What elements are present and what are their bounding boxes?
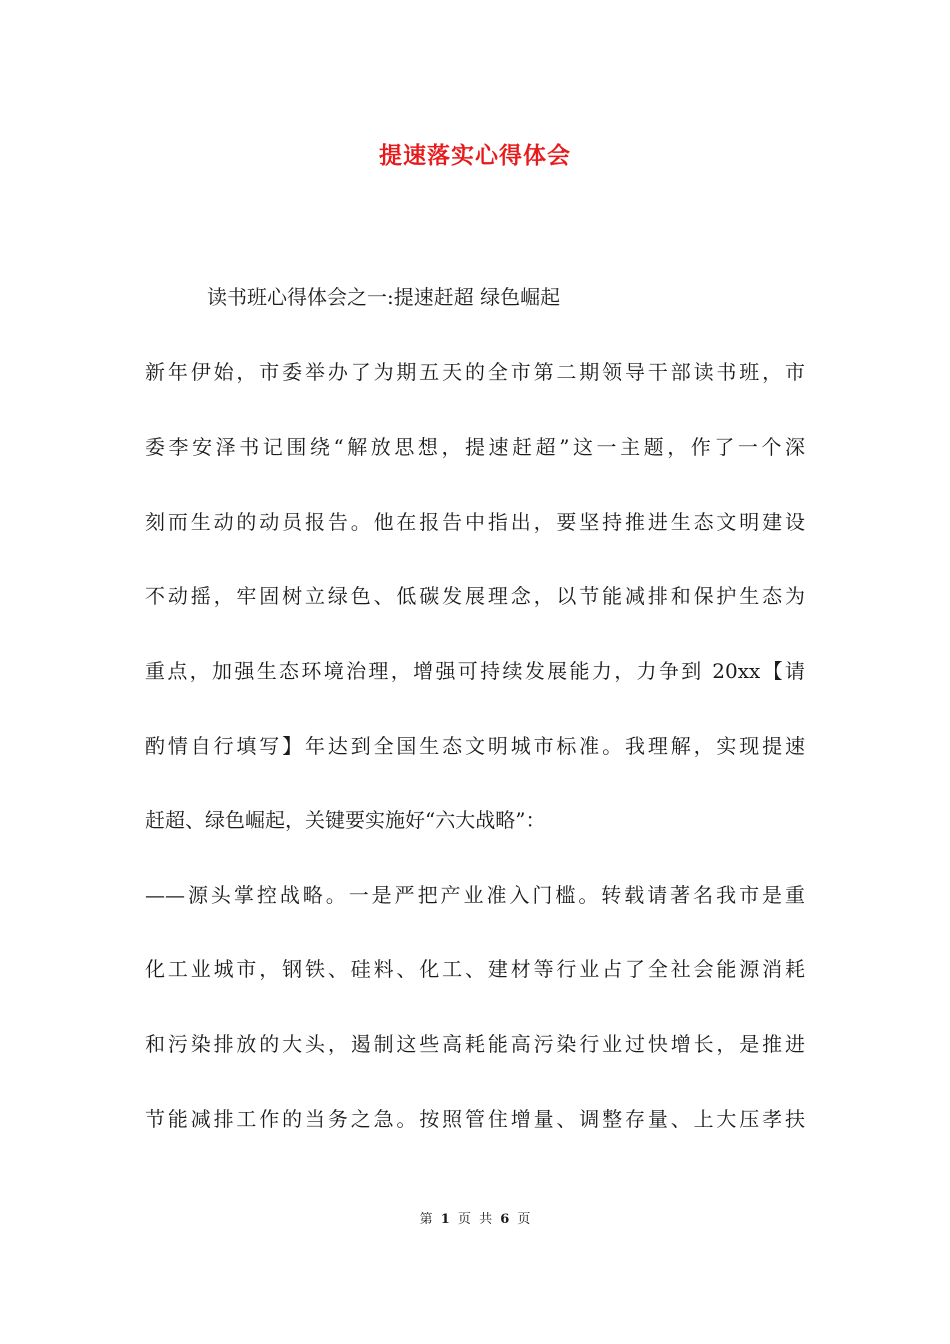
footer-total-pages: 6: [500, 1212, 510, 1227]
footer-page-word: 页: [457, 1212, 471, 1227]
footer-suffix: 页: [517, 1212, 531, 1227]
document-subtitle: 读书班心得体会之一:提速赶超 绿色崛起: [207, 285, 561, 309]
body-line: 重点，加强生态环境治理，增强可持续发展能力，力争到 20xx【请: [145, 659, 805, 683]
body-line: ——源头掌控战略。一是严把产业准入门槛。转载请著名我市是重: [145, 883, 805, 907]
body-line: 刻而生动的动员报告。他在报告中指出，要坚持推进生态文明建设: [145, 510, 805, 534]
body-line: 新年伊始，市委举办了为期五天的全市第二期领导干部读书班，市: [145, 360, 805, 384]
footer-current-page: 1: [440, 1212, 450, 1227]
page-footer: [0, 1208, 950, 1227]
body-line: 赶超、绿色崛起，关键要实施好“六大战略”：: [145, 808, 546, 832]
body-line: 委李安泽书记围绕“解放思想，提速赶超”这一主题，作了一个深: [145, 435, 805, 459]
footer-prefix: 第: [419, 1212, 433, 1227]
body-line: 酌情自行填写】年达到全国生态文明城市标准。我理解，实现提速: [145, 734, 805, 758]
document-title: 提速落实心得体会: [379, 142, 571, 169]
body-line: 和污染排放的大头，遏制这些高耗能高污染行业过快增长，是推进: [145, 1032, 805, 1056]
footer-total-word: 共: [479, 1212, 493, 1227]
body-line: 节能减排工作的当务之急。按照管住增量、调整存量、上大压孝扶: [145, 1107, 805, 1131]
body-line: 不动摇，牢固树立绿色、低碳发展理念，以节能减排和保护生态为: [145, 584, 805, 608]
body-line: 化工业城市，钢铁、硅料、化工、建材等行业占了全社会能源消耗: [145, 957, 805, 981]
